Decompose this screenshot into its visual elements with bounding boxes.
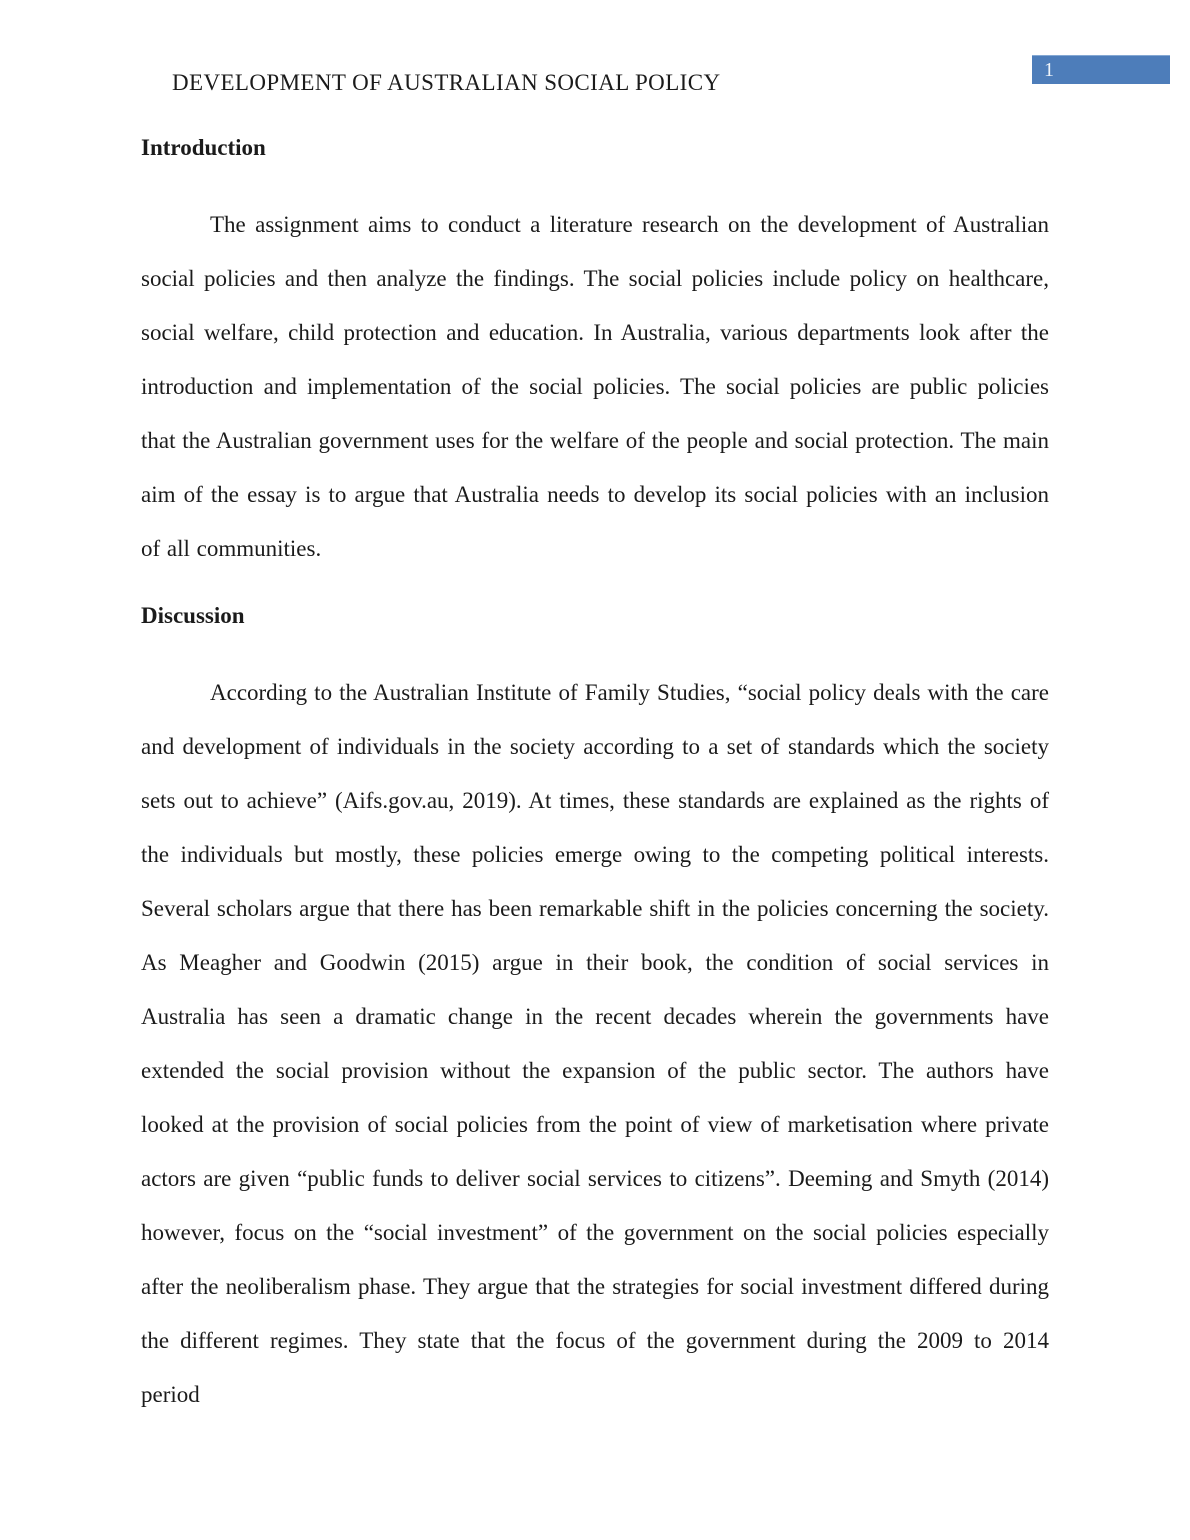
- section-heading-introduction: Introduction: [141, 135, 266, 160]
- running-head: DEVELOPMENT OF AUSTRALIAN SOCIAL POLICY: [172, 70, 721, 95]
- paragraph-introduction: The assignment aims to conduct a literature research on the development of Australian social policies and then analyze the findings. The social policies include policy on healthcare, social welfare, child protection and education. In Australia, various departments look after the introduction and implementation of the social policies. The social policies are public policies that the Australian government uses for the welfare of the people and social protection. The main aim of the essay is to argue that Australia needs to develop its social policies with an inclusion of all communities.: [141, 212, 1049, 561]
- section-heading-discussion: Discussion: [141, 603, 245, 628]
- document-body: [141, 134, 1049, 1422]
- page-number: 1: [1044, 59, 1054, 81]
- paragraph-discussion: According to the Australian Institute of Family Studies, “social policy deals with the care and development of individuals in the society according to a set of standards which the society sets out to achieve” (Aifs.gov.au, 2019). At times, these standards are explained as the rights of the individuals but mostly, these policies emerge owing to the competing political interests. Several scholars argue that there has been remarkable shift in the policies concerning the society. As Meagher and Goodwin (2015) argue in their book, the condition of social services in Australia has seen a dramatic change in the recent decades wherein the governments have extended the social provision without the expansion of the public sector. The authors have looked at the provision of social policies from the point of view of marketisation where private actors are given “public funds to deliver social services to citizens”. Deeming and Smyth (2014) however, focus on the “social investment” of the government on the social policies especially after the neoliberalism phase. They argue that the strategies for social investment differed during the different regimes. They state that the focus of the government during the 2009 to 2014 period: [141, 680, 1049, 1407]
- page-number-box: [1032, 55, 1170, 84]
